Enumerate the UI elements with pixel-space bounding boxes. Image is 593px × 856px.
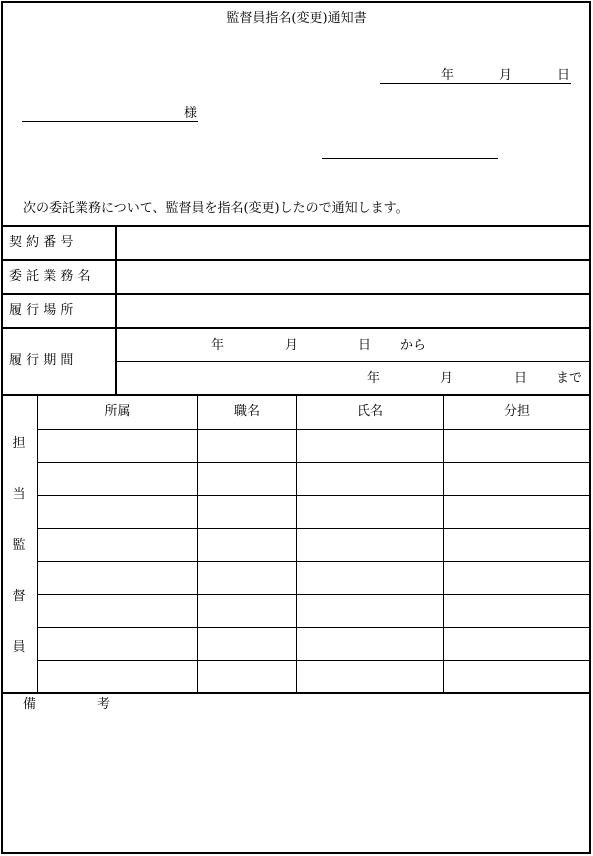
business-name-field[interactable] <box>117 261 590 293</box>
divider <box>1 327 591 329</box>
table-cell[interactable] <box>444 496 590 528</box>
table-cell[interactable] <box>198 430 296 462</box>
notice-statement: 次の委託業務について、監督員を指名(変更)したので通知します。 <box>23 201 409 216</box>
table-cell[interactable] <box>198 496 296 528</box>
table-cell[interactable] <box>38 496 197 528</box>
column-header-name: 氏名 <box>356 404 383 419</box>
table-cell[interactable] <box>297 529 443 561</box>
date-underline <box>380 83 571 84</box>
date-month-label: 月 <box>499 68 513 83</box>
side-label-char: 当 <box>12 487 26 502</box>
table-cell[interactable] <box>198 562 296 594</box>
table-cell[interactable] <box>38 595 197 627</box>
addressee-suffix: 様 <box>184 106 198 121</box>
table-cell[interactable] <box>198 463 296 495</box>
table-cell[interactable] <box>297 562 443 594</box>
table-cell[interactable] <box>38 430 197 462</box>
period-from-month: 月 <box>285 338 299 353</box>
remarks-label-2: 考 <box>97 697 111 712</box>
table-cell[interactable] <box>198 529 296 561</box>
table-cell[interactable] <box>297 595 443 627</box>
period-from-year: 年 <box>211 338 225 353</box>
period-from-day: 日 <box>358 338 372 353</box>
table-cell[interactable] <box>444 628 590 660</box>
label-contract-number: 契 約 番 号 <box>9 235 74 250</box>
label-location: 履 行 場 所 <box>9 303 74 318</box>
period-to-day: 日 <box>514 371 528 386</box>
addressee-underline[interactable] <box>22 121 198 122</box>
location-field[interactable] <box>117 295 590 327</box>
period-from-suffix: から <box>400 338 427 353</box>
table-cell[interactable] <box>38 463 197 495</box>
table-cell[interactable] <box>38 661 197 693</box>
table-cell[interactable] <box>444 430 590 462</box>
column-header-role: 分担 <box>503 404 530 419</box>
table-cell[interactable] <box>444 562 590 594</box>
table-cell[interactable] <box>297 661 443 693</box>
table-cell[interactable] <box>297 430 443 462</box>
table-cell[interactable] <box>297 496 443 528</box>
document-title: 監督員指名(変更)通知書 <box>226 11 367 26</box>
period-to-suffix: まで <box>556 371 583 386</box>
table-cell[interactable] <box>38 562 197 594</box>
table-cell[interactable] <box>444 529 590 561</box>
side-label-char: 員 <box>12 640 26 655</box>
date-year-label: 年 <box>441 68 455 83</box>
contract-number-field[interactable] <box>117 227 590 259</box>
table-cell[interactable] <box>38 628 197 660</box>
table-cell[interactable] <box>444 463 590 495</box>
remarks-label-1: 備 <box>23 697 37 712</box>
remarks-field[interactable] <box>3 716 589 852</box>
side-label-char: 担 <box>12 436 26 451</box>
column-header-affiliation: 所属 <box>104 404 131 419</box>
table-cell[interactable] <box>198 628 296 660</box>
table-cell[interactable] <box>297 628 443 660</box>
period-to-month: 月 <box>440 371 454 386</box>
side-label-char: 督 <box>12 589 26 604</box>
column-header-title: 職名 <box>233 404 260 419</box>
table-cell[interactable] <box>297 463 443 495</box>
table-cell[interactable] <box>198 595 296 627</box>
side-label-char: 監 <box>12 538 26 553</box>
label-business-name: 委 託 業 務 名 <box>9 269 91 284</box>
table-cell[interactable] <box>198 661 296 693</box>
label-period: 履 行 期 間 <box>9 353 74 368</box>
date-day-label: 日 <box>557 68 571 83</box>
table-cell[interactable] <box>444 595 590 627</box>
divider <box>116 361 591 362</box>
table-cell[interactable] <box>38 529 197 561</box>
table-cell[interactable] <box>444 661 590 693</box>
period-to-year: 年 <box>367 371 381 386</box>
issuer-underline[interactable] <box>322 158 498 159</box>
